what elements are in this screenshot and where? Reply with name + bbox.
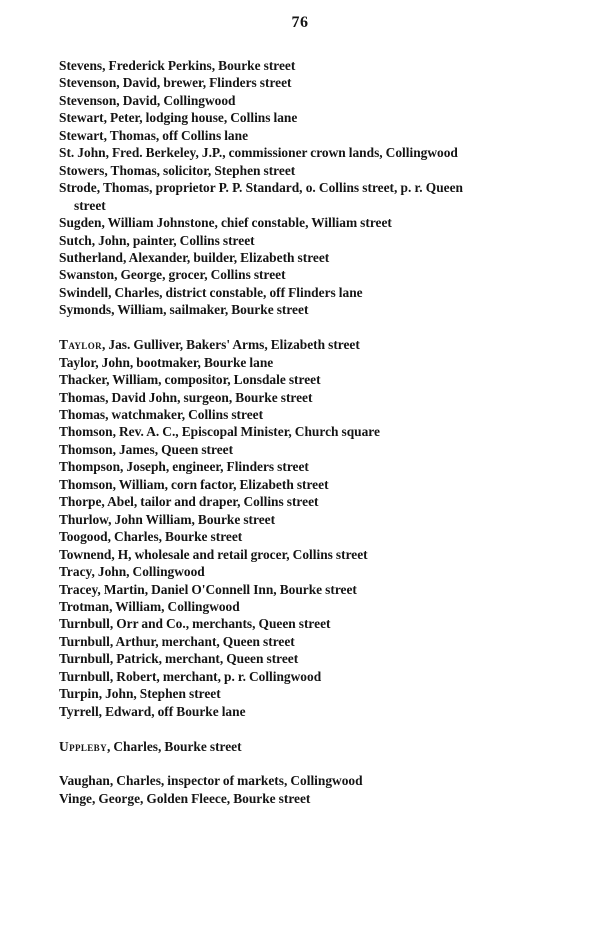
entry-details: , Peter, lodging house, Collins lane (103, 110, 298, 126)
directory-entry (59, 650, 463, 667)
entry-surname: Uppleby (59, 738, 107, 754)
entry-details: , Thomas, proprietor P. P. Standard, o. Collins street, p. r. Queen street (74, 180, 463, 213)
directory-entry (59, 563, 463, 580)
entry-surname: Stevenson (59, 92, 117, 108)
entry-details: , Thomas, off Collins lane (103, 127, 249, 143)
directory-entry (59, 214, 463, 231)
entry-details: , Charles, district constable, off Flinders lane (108, 284, 363, 300)
directory-entry (59, 423, 463, 440)
entry-details: , John, painter, Collins street (91, 232, 255, 248)
directory-entry (59, 266, 463, 283)
entry-details: , Martin, Daniel O'Connell Inn, Bourke street (97, 581, 357, 597)
directory-entry (59, 179, 463, 214)
entry-surname: Tracy (59, 564, 92, 580)
entry-surname: Stowers (59, 162, 105, 178)
directory-entry (59, 458, 463, 475)
entry-surname: Turnbull (59, 651, 110, 667)
entry-details: , John William, Bourke street (108, 511, 276, 527)
directory-entry (59, 284, 463, 301)
entry-surname: Thurlow (59, 511, 109, 527)
directory-entry (59, 615, 463, 632)
directory-entry (59, 301, 463, 318)
directory-entry (59, 144, 463, 161)
entry-surname: Thomas (59, 389, 106, 405)
entry-details: , William, sailmaker, Bourke street (111, 302, 309, 318)
directory-entry (59, 546, 463, 563)
entry-surname: Toogood (59, 529, 108, 545)
entry-details: , Patrick, merchant, Queen street (109, 651, 299, 667)
directory-entry (59, 581, 463, 598)
entry-details: , Frederick Perkins, Bourke street (102, 58, 296, 73)
directory-entry (59, 598, 463, 615)
entry-details: , Robert, merchant, p. r. Collingwood (109, 668, 322, 684)
directory-entry (59, 668, 463, 685)
directory-entry (59, 57, 463, 74)
entry-surname: Swindell (59, 284, 109, 300)
entry-details: , James, Queen street (112, 441, 234, 457)
entry-surname: Sutch (59, 232, 92, 248)
entry-details: , John, bootmaker, Bourke lane (95, 354, 274, 370)
directory-entry (59, 633, 463, 650)
entry-surname: Turnbull (59, 633, 110, 649)
entry-details: , David, Collingwood (116, 92, 236, 108)
directory-entry (59, 493, 463, 510)
entry-surname: Thompson (59, 459, 121, 475)
entry-details: , John, Collingwood (91, 564, 205, 580)
entry-surname: Stewart (59, 127, 104, 143)
page-number: 76 (291, 14, 309, 31)
entry-details: , David, brewer, Flinders street (116, 75, 292, 91)
directory-section (59, 336, 463, 720)
entry-surname: Stevens (59, 58, 103, 73)
entry-details: , Joseph, engineer, Flinders street (120, 459, 309, 475)
entry-details: , William Johnstone, chief constable, William street (101, 215, 392, 231)
entry-surname: Sutherland (59, 249, 123, 265)
entry-details: , George, grocer, Collins street (114, 267, 286, 283)
directory-entry (59, 162, 463, 179)
directory-entry (59, 74, 463, 91)
directory-entry (59, 389, 463, 406)
entry-surname: Tyrrell (59, 703, 99, 719)
entry-details: , John, Stephen street (98, 686, 221, 702)
directory-entry (59, 354, 463, 371)
entry-surname: Taylor (59, 337, 103, 353)
entry-surname: Vinge (59, 790, 92, 806)
entry-surname: Thomson (59, 424, 113, 440)
entry-details: , William, Collingwood (109, 598, 240, 614)
entry-details: , David John, surgeon, Bourke street (105, 389, 313, 405)
entry-surname: Trotman (59, 598, 110, 614)
directory-entry (59, 528, 463, 545)
entry-details: , George, Golden Fleece, Bourke street (91, 790, 311, 806)
directory-entry (59, 371, 463, 388)
directory-entry (59, 406, 463, 423)
directory-entry (59, 790, 463, 807)
entry-surname: Turnbull (59, 668, 110, 684)
entry-details: , Charles, Bourke street (107, 529, 243, 545)
entry-details: , Arthur, merchant, Queen street (109, 633, 295, 649)
directory-entry (59, 127, 463, 144)
entry-details: , Thomas, solicitor, Stephen street (104, 162, 296, 178)
directory-listing (59, 57, 463, 807)
entry-surname: Swanston (59, 267, 115, 283)
directory-entry (59, 441, 463, 458)
entry-surname: Thomson (59, 441, 113, 457)
entry-surname: Thomas (59, 407, 106, 422)
directory-entry (59, 511, 463, 528)
directory-entry (59, 476, 463, 493)
entry-details: , Jas. Gulliver, Bakers' Arms, Elizabeth street (102, 337, 360, 353)
entry-surname: Turpin (59, 686, 99, 702)
entry-surname: Turnbull (59, 616, 110, 632)
entry-surname: Sugden (59, 215, 102, 231)
directory-section (59, 772, 463, 807)
entry-details: , Rev. A. C., Episcopal Minister, Church square (112, 424, 380, 440)
directory-entry (59, 685, 463, 702)
directory-section (59, 57, 463, 319)
entry-details: , Charles, Bourke street (106, 738, 242, 754)
entry-surname: Strode (59, 180, 97, 196)
directory-section (59, 738, 463, 755)
entry-surname: Thacker (59, 372, 107, 388)
directory-entry (59, 109, 463, 126)
entry-details: , Edward, off Bourke lane (98, 703, 246, 719)
directory-entry (59, 336, 463, 353)
directory-entry (59, 772, 463, 789)
directory-entry (59, 703, 463, 720)
entry-details: , Abel, tailor and draper, Collins street (101, 494, 319, 510)
entry-details: , watchmaker, Collins street (105, 407, 264, 422)
entry-details: , William, compositor, Lonsdale street (106, 372, 321, 388)
directory-entry (59, 738, 463, 755)
directory-entry (59, 232, 463, 249)
entry-details: , Alexander, builder, Elizabeth street (123, 249, 330, 265)
directory-entry (59, 249, 463, 266)
entry-surname: Townend (59, 546, 112, 562)
entry-surname: Tracey (59, 581, 98, 597)
entry-details: , H, wholesale and retail grocer, Collins street (111, 546, 368, 562)
entry-surname: Thorpe (59, 494, 102, 510)
entry-surname: St. John (59, 145, 106, 161)
entry-surname: Taylor (59, 354, 96, 370)
entry-surname: Symonds (59, 302, 112, 318)
entry-surname: Stevenson (59, 75, 117, 91)
entry-surname: Vaughan (59, 773, 110, 789)
entry-details: , William, corn factor, Elizabeth street (112, 476, 329, 492)
entry-details: , Orr and Co., merchants, Queen street (109, 616, 331, 632)
entry-details: , Charles, inspector of markets, Collingwood (109, 773, 363, 789)
entry-surname: Stewart (59, 110, 104, 126)
entry-surname: Thomson (59, 476, 113, 492)
directory-entry (59, 92, 463, 109)
entry-details: , Fred. Berkeley, J.P., commissioner crown lands, Collingwood (105, 145, 458, 161)
